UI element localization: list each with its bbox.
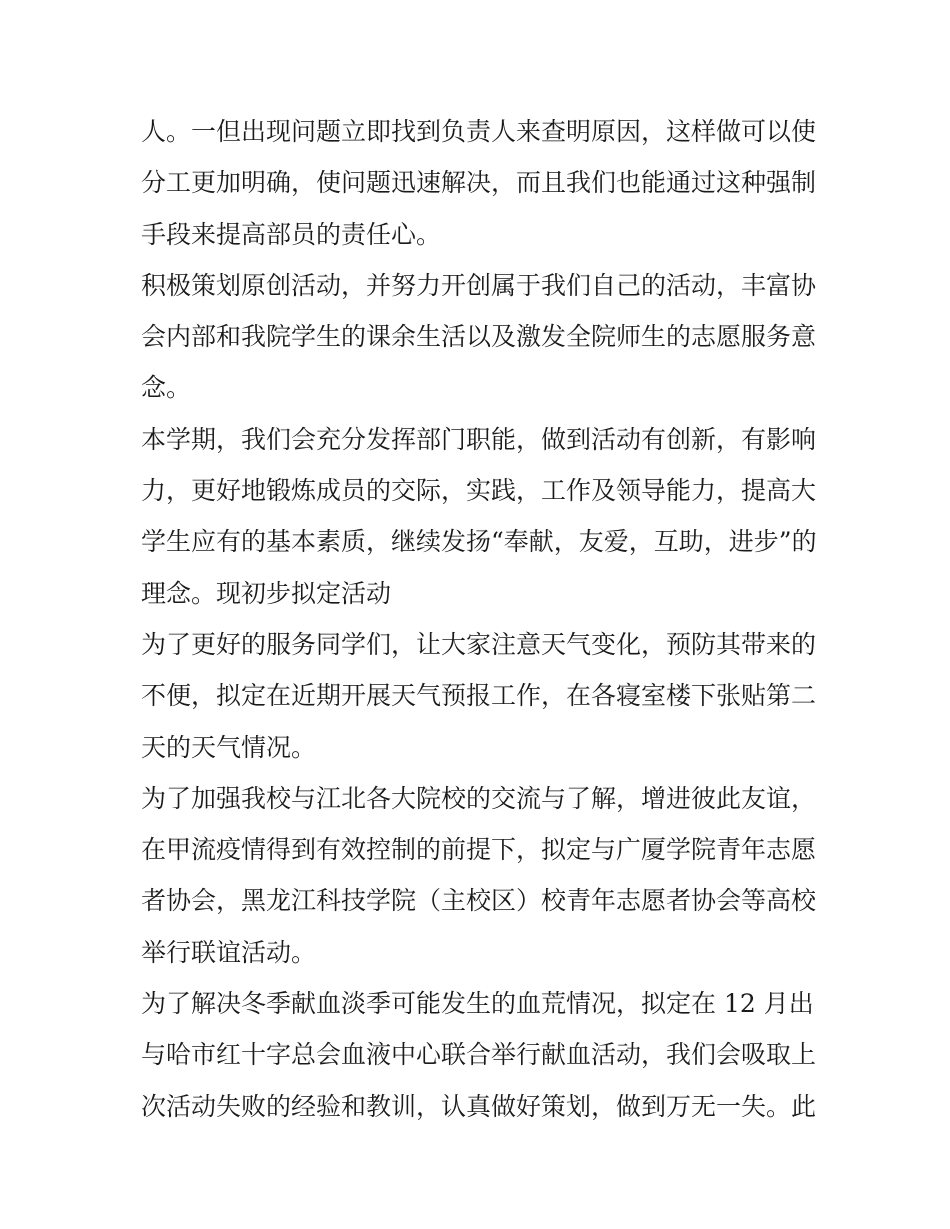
text-line: 不便，拟定在近期开展天气预报工作，在各寝室楼下张贴第二 <box>141 681 817 711</box>
text-line: 力，更好地锻炼成员的交际，实践，工作及领导能力，提高大 <box>141 476 817 506</box>
text-line: 人。一但出现问题立即找到负责人来查明原因，这样做可以使 <box>141 117 817 146</box>
text-line: 为了解决冬季献血淡季可能发生的血荒情况，拟定在 12 月出 <box>141 989 814 1019</box>
text-line: 理念。现初步拟定活动 <box>141 578 392 608</box>
text-line: 天的天气情况。 <box>141 732 317 762</box>
text-line: 者协会，黑龙江科技学院（主校区）校青年志愿者协会等高校 <box>141 886 817 916</box>
text-line: 手段来提高部员的责任心。 <box>141 219 442 249</box>
text-line: 举行联谊活动。 <box>141 937 317 967</box>
text-line: 学生应有的基本素质，继续发扬“奉献，友爱，互助，进步”的 <box>141 527 817 557</box>
text-line: 次活动失败的经验和教训，认真做好策划，做到万无一失。此 <box>141 1091 817 1121</box>
text-line: 念。 <box>141 373 192 403</box>
text-line: 积极策划原创活动，并努力开创属于我们自己的活动，丰富协 <box>141 270 817 300</box>
document-body <box>141 106 821 1132</box>
text-line: 为了加强我校与江北各大院校的交流与了解，增进彼此友谊， <box>141 783 817 813</box>
text-line: 为了更好的服务同学们，让大家注意天气变化，预防其带来的 <box>141 629 817 659</box>
text-line: 本学期，我们会充分发挥部门职能，做到活动有创新，有影响 <box>141 424 817 454</box>
text-line: 分工更加明确，使问题迅速解决，而且我们也能通过这种强制 <box>141 168 817 198</box>
text-line: 与哈市红十字总会血液中心联合举行献血活动，我们会吸取上 <box>141 1040 817 1070</box>
text-line: 在甲流疫情得到有效控制的前提下，拟定与广厦学院青年志愿 <box>141 835 817 865</box>
text-line: 会内部和我院学生的课余生活以及激发全院师生的志愿服务意 <box>141 322 817 352</box>
